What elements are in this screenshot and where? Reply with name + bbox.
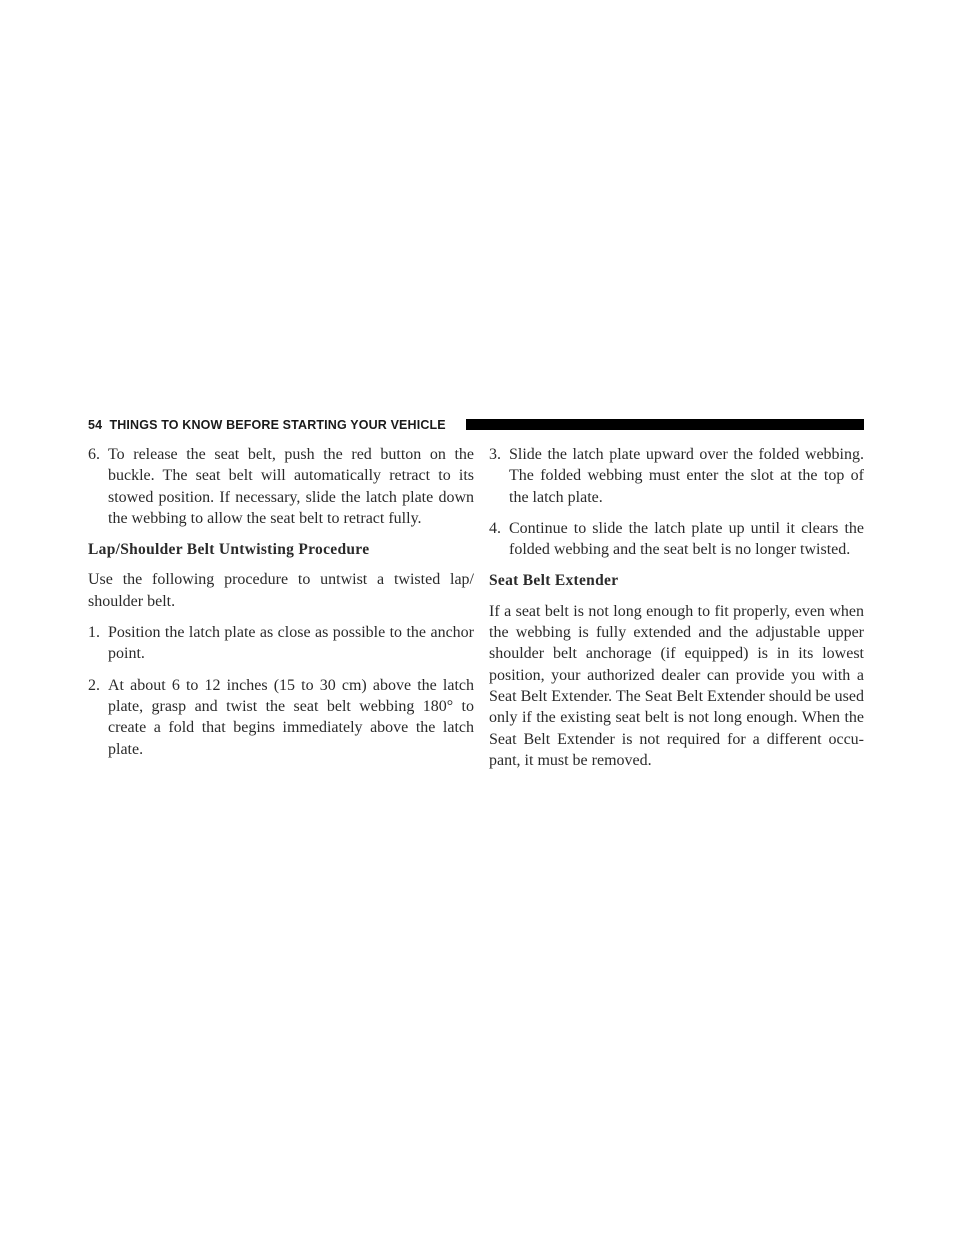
step-text: Position the latch plate as close as possible to the anchor point. (108, 624, 474, 663)
header-text (88, 418, 446, 432)
step-number: 4. (489, 519, 501, 537)
step-number: 3. (489, 446, 501, 463)
step-6 (88, 444, 474, 529)
extender-paragraph: If a seat belt is not long enough to fit properly, even when the webbing is fully extended and the adjustable upper shoulder belt anchorage (if equipped) is in its lowest position, your authorized dealer can provide you with a Seat Belt Extender. The Seat Belt Extender should be used only if the existing seat belt is not long enough. When the Seat Belt Extender is not required for a different occu- pant, it must be removed. (489, 602, 864, 769)
page-header (88, 418, 864, 432)
right-column (489, 444, 864, 781)
chapter-title: THINGS TO KNOW BEFORE STARTING YOUR VEHICLE (109, 418, 446, 432)
step-2 (88, 675, 474, 760)
step-text: Slide the latch plate upward over the folded webbing. The folded webbing must enter the slot at the top of the latch plate. (509, 446, 864, 506)
page-number: 54 (88, 418, 103, 432)
intro-paragraph: Use the following procedure to untwist a twisted lap/ shoulder belt. (88, 571, 474, 610)
step-number: 6. (88, 446, 100, 463)
header-rule (466, 419, 864, 430)
left-column (88, 444, 474, 770)
section-heading-untwisting: Lap/Shoulder Belt Untwisting Procedure (88, 541, 370, 559)
step-4 (489, 518, 864, 561)
step-text: Continue to slide the latch plate up until it clears the folded webbing and the seat belt is no longer twisted. (509, 519, 864, 559)
step-number: 1. (88, 624, 100, 642)
step-text: At about 6 to 12 inches (15 to 30 cm) above the latch plate, grasp and twist the seat belt webbing 180° to create a fold that begins immediately above the latch plate. (108, 676, 474, 758)
section-heading-extender: Seat Belt Extender (489, 572, 619, 590)
step-1 (88, 622, 474, 665)
step-3 (489, 444, 864, 508)
step-number: 2. (88, 676, 100, 694)
step-text: To release the seat belt, push the red button on the buckle. The seat belt will automatically retract to its stowed position. If necessary, slide the latch plate down the webbing to allow the seat belt to retract fully. (108, 446, 474, 527)
